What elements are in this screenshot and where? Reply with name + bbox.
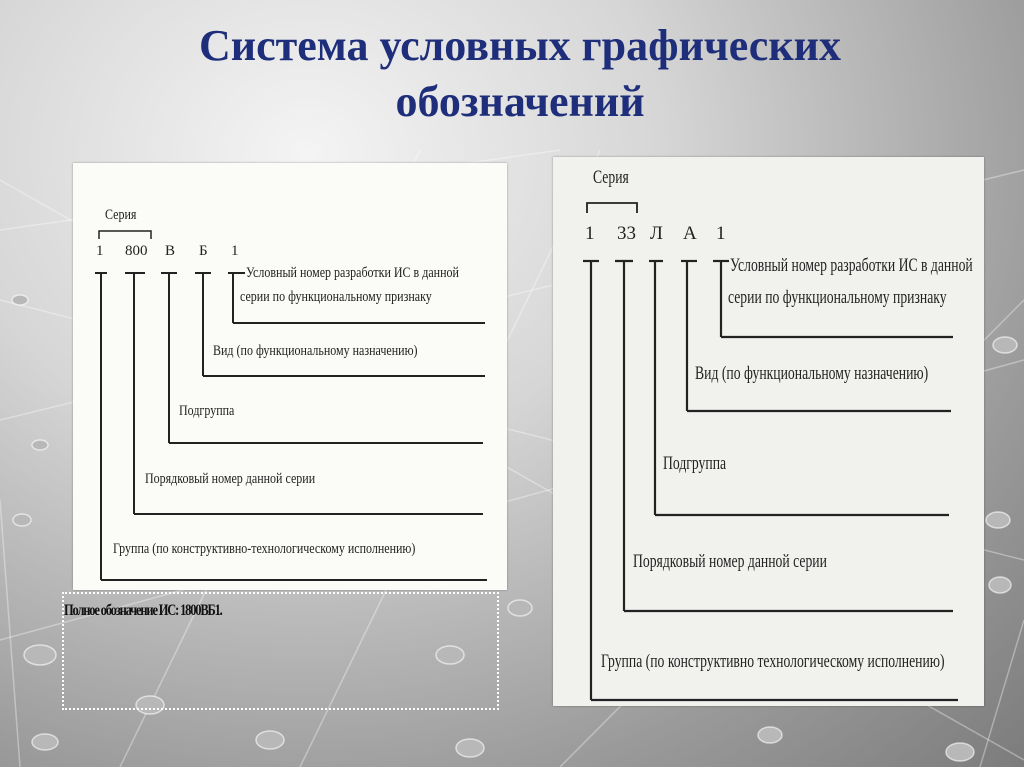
right-desc-group: Группа (по конструктивно технологическому исполнению) [601, 651, 945, 672]
right-desc-subgroup: Подгруппа [663, 453, 727, 474]
left-code-dev-number: 1 [231, 243, 239, 259]
left-code-type: Б [199, 243, 208, 259]
right-desc-dev-number-2: серии по функциональному признаку [728, 287, 947, 308]
right-code-subgroup: Л [650, 223, 663, 244]
left-code-group: 1 [96, 243, 104, 259]
left-desc-dev-number-1: Условный номер разработки ИС в данной [246, 265, 459, 281]
right-code-series-number: 33 [617, 223, 636, 244]
right-code-group: 1 [585, 223, 595, 244]
left-desc-group: Группа (по конструктивно-технологическому исполнению) [113, 541, 416, 557]
right-series-label: Серия [593, 167, 629, 188]
left-desc-subgroup: Подгруппа [179, 403, 235, 419]
left-code-series-number: 800 [125, 243, 148, 259]
right-desc-dev-number-1: Условный номер разработки ИС в данной [730, 255, 973, 276]
left-desc-type: Вид (по функциональному назначению) [213, 343, 418, 359]
full-designation-text: Полное обозначение ИС: 1800ВБ1. [64, 602, 222, 619]
full-designation-box [62, 592, 499, 710]
right-desc-type: Вид (по функциональному назначению) [695, 363, 929, 384]
left-series-label: Серия [105, 207, 137, 223]
left-desc-series-number: Порядковый номер данной серии [145, 471, 316, 487]
left-diagram-lines [73, 163, 507, 590]
right-code-dev-number: 1 [716, 223, 726, 244]
left-desc-dev-number-2: серии по функциональному признаку [240, 289, 432, 305]
right-diagram [553, 157, 984, 706]
left-diagram [73, 163, 507, 590]
slide-title: Система условных графических обозначений [198, 21, 842, 126]
right-desc-series-number: Порядковый номер данной серии [633, 551, 827, 572]
right-code-type: А [683, 223, 697, 244]
left-code-subgroup: В [165, 243, 176, 259]
